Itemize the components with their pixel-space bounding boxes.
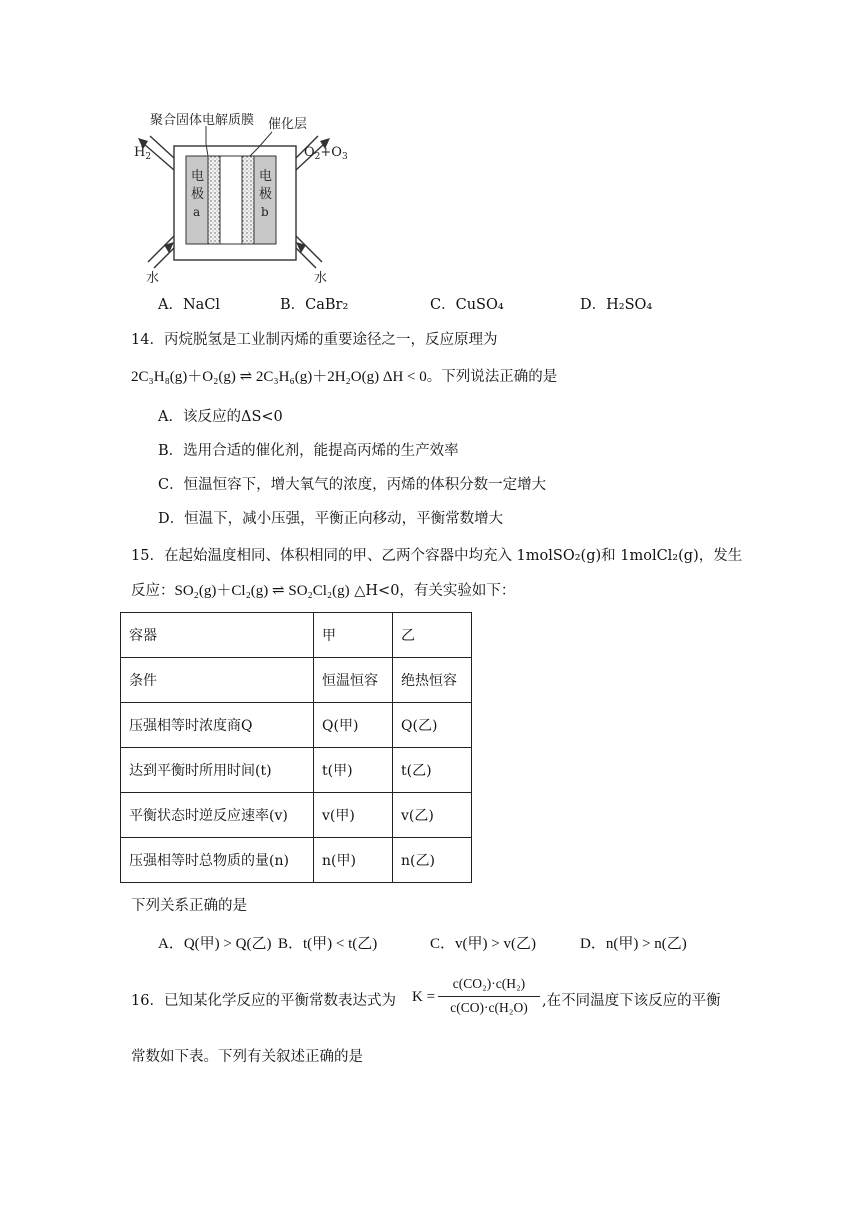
q13-option-c: C．CuSO₄ xyxy=(430,297,504,313)
q15-after-table: 下列关系正确的是 xyxy=(131,898,247,914)
q16-stem-post: ,在不同温度下该反应的平衡 xyxy=(542,993,721,1009)
table-row: 条件 恒温恒容 绝热恒容 xyxy=(121,658,472,703)
catalyst-layer-a xyxy=(208,156,220,244)
q15-option-a: A．Q(甲) > Q(乙) xyxy=(158,936,272,952)
q14-option-d: D．恒温下，减小压强，平衡正向移动，平衡常数增大 xyxy=(158,511,504,527)
electrode-b-char2: 极 xyxy=(259,187,273,202)
experiment-table xyxy=(120,612,472,883)
q15-option-c: C．v(甲) > v(乙) xyxy=(430,936,536,952)
q13-option-b: B．CaBr₂ xyxy=(280,297,349,313)
electrode-a-char1: 电 xyxy=(191,169,205,184)
k-numerator: c(CO₂)·c(H₂) xyxy=(452,976,526,991)
electrode-b-char3: b xyxy=(261,205,269,219)
q15-option-d: D．n(甲) > n(乙) xyxy=(580,936,687,952)
q16-stem-pre: 16．已知某化学反应的平衡常数表达式为 xyxy=(131,993,396,1009)
catalyst-layer-b xyxy=(242,156,254,244)
fraction-bar xyxy=(438,996,540,997)
q13-option-a: A．NaCl xyxy=(158,297,221,313)
table-row: 压强相等时浓度商Q Q(甲) Q(乙) xyxy=(121,703,472,748)
q15-stem-line2: 反应：SO₂(g)＋Cl₂(g) ⇌ SO₂Cl₂(g) △H<0，有关实验如下： xyxy=(131,583,516,599)
table-row: 达到平衡时所用时间(t) t(甲) t(乙) xyxy=(121,748,472,793)
catalyst-label: 催化层 xyxy=(268,117,308,132)
water-right-label: 水 xyxy=(314,271,328,286)
q15-option-b: B．t(甲) < t(乙) xyxy=(278,936,378,952)
water-left-label: 水 xyxy=(146,271,160,286)
table-row: 压强相等时总物质的量(n) n(甲) n(乙) xyxy=(121,838,472,883)
q15-stem-line1: 15．在起始温度相同、体积相同的甲、乙两个容器中均充入 1molSO₂(g)和 1molCl₂(g)，发生 xyxy=(131,548,743,564)
electrode-a-char3: a xyxy=(193,205,201,219)
q14-option-a: A．该反应的ΔS<0 xyxy=(158,409,283,425)
table-row: 容器 甲 乙 xyxy=(121,613,472,658)
q14-equation: 2C₃H₈(g)＋O₂(g) ⇌ 2C₃H₆(g)＋2H₂O(g) ΔH < 0。下列说法正确的是 xyxy=(131,369,558,385)
q16-line2: 常数如下表。下列有关叙述正确的是 xyxy=(131,1049,363,1065)
membrane-label: 聚合固体电解质膜 xyxy=(150,113,255,128)
k-denominator: c(CO)·c(H₂O) xyxy=(450,1000,528,1015)
q14-option-c: C．恒温恒容下，增大氧气的浓度，丙烯的体积分数一定增大 xyxy=(158,477,547,493)
table-row: 平衡状态时逆反应速率(v) v(甲) v(乙) xyxy=(121,793,472,838)
h2-label: $H_2$ xyxy=(134,145,152,162)
q13-option-d: D．H₂SO₄ xyxy=(580,297,653,313)
o2-o3-label: $O_2+O_3$ xyxy=(304,145,348,162)
polymer-membrane xyxy=(220,156,242,244)
k-label: K = xyxy=(412,989,436,1005)
q14-stem: 14．丙烷脱氢是工业制丙烯的重要途径之一，反应原理为 xyxy=(131,332,498,348)
q14-option-b: B．选用合适的催化剂，能提高丙烯的生产效率 xyxy=(158,443,459,459)
electrolysis-cell-diagram xyxy=(118,108,358,288)
electrode-a-char2: 极 xyxy=(191,187,205,202)
electrode-b-char1: 电 xyxy=(259,169,273,184)
